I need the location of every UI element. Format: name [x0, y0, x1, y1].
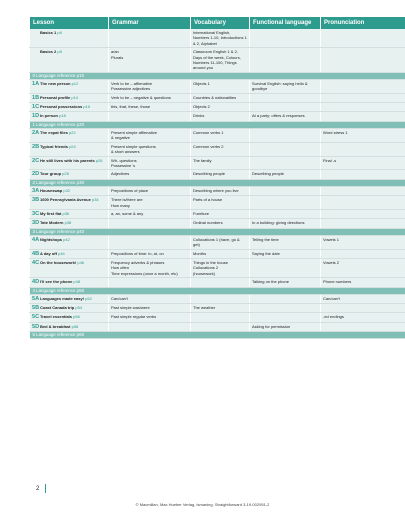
pronunciation-cell [321, 142, 405, 156]
lesson-cell [30, 313, 109, 322]
band-label: 2 Language reference p30 [30, 179, 405, 186]
header-lesson: Lesson [30, 17, 109, 29]
vocabulary-cell: Things in the house Collocations 2 (housework) [191, 258, 250, 277]
lesson-number: 4A [32, 236, 40, 243]
lesson-row [30, 112, 405, 121]
lesson-page: p38 [64, 220, 72, 226]
pronunciation-cell: Final -s [321, 156, 405, 170]
grammar-cell: Prepositions of time: in, at, on [109, 249, 191, 258]
lesson-page: p52 [85, 295, 92, 301]
functional-language-cell [250, 29, 321, 48]
pronunciation-cell: Vowels 2 [321, 258, 405, 277]
grammar-cell: There is/there are How many [109, 196, 191, 210]
grammar-cell: Verb to be – negative & questions [109, 93, 191, 102]
lesson-cell [30, 93, 109, 102]
lesson-page: p6 [57, 30, 62, 35]
vocabulary-cell: Describing people [191, 170, 250, 179]
grammar-cell: Present simple questions & short answers [109, 142, 191, 156]
pronunciation-cell: Phone numbers [321, 278, 405, 287]
header-functional-language: Functional language [250, 17, 321, 29]
lesson-row [30, 156, 405, 170]
lesson-cell [30, 170, 109, 179]
lesson-cell [30, 249, 109, 258]
lesson-cell [30, 112, 109, 121]
functional-language-cell: Asking for permission [250, 322, 321, 331]
lesson-cell [30, 235, 109, 249]
grammar-cell [109, 29, 191, 48]
lesson-number: 2D [32, 171, 40, 178]
functional-language-cell [250, 304, 321, 313]
pronunciation-cell [321, 219, 405, 228]
functional-language-cell: Describing people [250, 170, 321, 179]
vocabulary-cell: Describing where you live [191, 186, 250, 195]
functional-language-cell: Saying the date [250, 249, 321, 258]
vocabulary-cell: Ordinal numbers [191, 219, 250, 228]
lesson-row [30, 103, 405, 112]
lesson-title: My first flat [40, 210, 62, 216]
lesson-page: p22 [68, 129, 76, 135]
lesson-page: p24 [69, 143, 76, 149]
functional-language-cell [250, 48, 321, 73]
lesson-number: 5C [32, 314, 40, 321]
vocabulary-cell: Furniture [191, 209, 250, 218]
vocabulary-cell: Classroom English 1 & 2, Days of the week, Colours, Numbers 11-100, Things around you [191, 48, 250, 73]
lesson-page: p46 [77, 259, 85, 265]
lesson-cell [30, 128, 109, 142]
lesson-row [30, 29, 405, 48]
lesson-cell [30, 294, 109, 303]
lesson-cell [30, 156, 109, 170]
functional-language-cell: Survival English: saying hello & goodbye [250, 79, 321, 93]
pronunciation-cell [321, 304, 405, 313]
functional-language-cell [250, 93, 321, 102]
header-pronunciation: Pronunciation [321, 17, 405, 29]
lesson-cell [30, 258, 109, 277]
lesson-page: p8 [57, 49, 62, 55]
language-reference-band [30, 121, 405, 128]
lesson-row [30, 142, 405, 156]
band-label: 0 Language reference p10 [30, 72, 405, 79]
functional-language-cell [250, 128, 321, 142]
pronunciation-cell [321, 209, 405, 218]
lesson-number: 5D [32, 323, 40, 330]
lesson-title: 1600 Pennsylvania Avenue [40, 197, 91, 203]
page-number-bar [45, 484, 46, 493]
syllabus-table [29, 17, 405, 339]
lesson-title: The new person [40, 80, 71, 86]
vocabulary-cell [191, 313, 250, 322]
lesson-number: 5B [32, 305, 40, 311]
vocabulary-cell: Parts of a house [191, 196, 250, 210]
functional-language-cell [250, 156, 321, 170]
lesson-title: A day off [40, 250, 57, 256]
lesson-title: Travel essentials [40, 314, 73, 320]
lesson-number: 2A [32, 129, 40, 136]
vocabulary-cell: Common verbs 2 [191, 142, 250, 156]
pronunciation-cell: -ed endings [321, 313, 405, 322]
lesson-cell [30, 322, 109, 331]
pronunciation-cell: Vowels 1 [321, 235, 405, 249]
functional-language-cell: At a party: offers & responses [250, 112, 321, 121]
lesson-page: p36 [62, 210, 70, 216]
lesson-page: p12 [71, 80, 79, 86]
vocabulary-cell: Objects 1 [191, 79, 250, 93]
lesson-cell [30, 219, 109, 228]
grammar-cell [109, 322, 191, 331]
pronunciation-cell [321, 103, 405, 112]
functional-language-cell: Talking on the phone [250, 278, 321, 287]
grammar-cell: Prepositions of place [109, 186, 191, 195]
functional-language-cell [250, 142, 321, 156]
lesson-row [30, 79, 405, 93]
lesson-cell [30, 79, 109, 93]
functional-language-cell [250, 196, 321, 210]
grammar-cell [109, 112, 191, 121]
vocabulary-cell [191, 322, 250, 331]
lesson-cell [30, 278, 109, 287]
lesson-cell [30, 304, 109, 313]
lesson-row [30, 235, 405, 249]
lesson-title: Basics 2 [40, 49, 57, 55]
language-reference-band [30, 228, 405, 235]
lesson-title: Tour group [40, 171, 62, 177]
lesson-number: 1C [32, 104, 40, 111]
lesson-row [30, 304, 405, 313]
lesson-cell [30, 29, 109, 48]
functional-language-cell [250, 313, 321, 322]
grammar-cell: this, that, these, those [109, 103, 191, 112]
lesson-row [30, 48, 405, 73]
pronunciation-cell [321, 79, 405, 93]
lesson-number: 2C [32, 157, 40, 164]
lesson-title: Personal possessions [40, 104, 83, 110]
lesson-row [30, 128, 405, 142]
grammar-cell: Present simple affirmative & negative [109, 128, 191, 142]
lesson-number: 3D [32, 220, 40, 227]
grammar-cell: Verb to be – affirmative Possessive adjectives [109, 79, 191, 93]
lesson-row [30, 209, 405, 218]
language-reference-band [30, 72, 405, 79]
lesson-number: 2B [32, 143, 40, 150]
lesson-row [30, 219, 405, 228]
lesson-number: 4D [32, 279, 40, 286]
lesson-title: Nightshops [40, 236, 62, 242]
lesson-page: p32 [63, 187, 71, 193]
lesson-number: 3B [32, 197, 40, 204]
lesson-row [30, 170, 405, 179]
lesson-page: p48 [73, 279, 81, 285]
language-reference-band [30, 179, 405, 186]
lesson-page: p58 [71, 323, 79, 329]
header-vocabulary: Vocabulary [191, 17, 250, 29]
vocabulary-cell: International English, Numbers 1-10, Introductions 1 & 2, Alphabet [191, 29, 250, 48]
lesson-page: p14 [71, 94, 79, 100]
grammar-cell: Wh- questions Possessive 's [109, 156, 191, 170]
table-header-row [30, 17, 405, 29]
lesson-cell [30, 103, 109, 112]
vocabulary-cell: Drinks [191, 112, 250, 121]
lesson-row [30, 278, 405, 287]
functional-language-cell [250, 258, 321, 277]
lesson-title: In person [40, 113, 59, 119]
lesson-number: 1A [32, 80, 40, 87]
lesson-row [30, 294, 405, 303]
grammar-cell: Frequency adverbs & phrases How often Time expressions (once a month, etc) [109, 258, 191, 277]
lesson-title: The expat files [40, 129, 68, 135]
lesson-page: p26 [95, 157, 103, 163]
functional-language-cell [250, 186, 321, 195]
lesson-page: p56 [73, 314, 80, 320]
lesson-title: Houseswap [40, 187, 63, 193]
functional-language-cell: Telling the time [250, 235, 321, 249]
lesson-title: Typical friends [40, 143, 68, 149]
grammar-cell: Adjectives [109, 170, 191, 179]
lesson-cell [30, 48, 109, 73]
lesson-title: He still lives with his parents [40, 157, 95, 163]
lesson-page: p16 [83, 104, 91, 110]
lesson-title: Languages made easy! [40, 295, 85, 301]
band-label: 4 Language reference p50 [30, 287, 405, 294]
lesson-number: 3A [32, 187, 40, 194]
lesson-number: 4C [32, 259, 40, 266]
vocabulary-cell: Countries & nationalities [191, 93, 250, 102]
header-grammar: Grammar [109, 17, 191, 29]
lesson-page: p44 [58, 250, 65, 256]
lesson-page: p28 [62, 171, 69, 177]
lesson-title: Tate Modern [40, 220, 64, 226]
pronunciation-cell [321, 29, 405, 48]
lesson-cell [30, 209, 109, 218]
functional-language-cell: In a building: giving directions [250, 219, 321, 228]
functional-language-cell [250, 103, 321, 112]
vocabulary-cell [191, 294, 250, 303]
pronunciation-cell [321, 93, 405, 102]
page-number: 2 [36, 486, 40, 492]
lesson-row [30, 322, 405, 331]
lesson-cell [30, 186, 109, 195]
lesson-page: p18 [59, 113, 66, 119]
grammar-cell: Can/can't [109, 294, 191, 303]
lesson-row [30, 196, 405, 210]
syllabus-table-frame [29, 17, 405, 472]
band-label: 5 Language reference p60 [30, 332, 405, 339]
grammar-cell [109, 278, 191, 287]
pronunciation-cell [321, 322, 405, 331]
copyright-line: © Macmillan, Max Hueber Verlag, Ismaning. Straightforward 3-19-002951-2 [135, 502, 270, 507]
lesson-number: 1B [32, 94, 40, 101]
pronunciation-cell [321, 249, 405, 258]
grammar-cell: Past simple regular verbs [109, 313, 191, 322]
language-reference-band [30, 332, 405, 339]
functional-language-cell [250, 294, 321, 303]
lesson-number: 4B [32, 250, 40, 257]
lesson-title: Coast Canada trip [40, 305, 75, 310]
vocabulary-cell: Months [191, 249, 250, 258]
pronunciation-cell [321, 196, 405, 210]
lesson-title: On the housework! [40, 259, 77, 265]
lesson-title: I'll see the phone [40, 279, 73, 285]
functional-language-cell [250, 209, 321, 218]
grammar-cell: a/an Plurals [109, 48, 191, 73]
vocabulary-cell: Objects 2 [191, 103, 250, 112]
lesson-row [30, 249, 405, 258]
lesson-row [30, 186, 405, 195]
table-body [30, 29, 405, 339]
pronunciation-cell [321, 112, 405, 121]
lesson-row [30, 258, 405, 277]
lesson-title: Bed & breakfast [40, 323, 71, 329]
pronunciation-cell: Can/can't [321, 294, 405, 303]
pronunciation-cell [321, 186, 405, 195]
lesson-cell [30, 196, 109, 210]
pronunciation-cell: Word stress 1 [321, 128, 405, 142]
band-label: 1 Language reference p20 [30, 121, 405, 128]
lesson-title: Basics 1 [40, 30, 57, 35]
lesson-number: 3C [32, 210, 40, 217]
vocabulary-cell: Common verbs 1 [191, 128, 250, 142]
grammar-cell: Past simple was/were [109, 304, 191, 313]
lesson-page: p42 [63, 236, 70, 242]
grammar-cell: a, an, some & any [109, 209, 191, 218]
lesson-number: 1D [32, 113, 40, 120]
band-label: 3 Language reference p40 [30, 228, 405, 235]
lesson-page: p34 [91, 197, 99, 203]
grammar-cell [109, 235, 191, 249]
lesson-title: Personal profile [40, 94, 71, 100]
lesson-page: p54 [75, 305, 83, 310]
vocabulary-cell: The family [191, 156, 250, 170]
vocabulary-cell: The weather [191, 304, 250, 313]
pronunciation-cell [321, 170, 405, 179]
lesson-row [30, 313, 405, 322]
lesson-number: 5A [32, 295, 40, 302]
vocabulary-cell: Collocations 1 (have, go & get) [191, 235, 250, 249]
lesson-row [30, 93, 405, 102]
vocabulary-cell [191, 278, 250, 287]
language-reference-band [30, 287, 405, 294]
pronunciation-cell [321, 48, 405, 73]
grammar-cell [109, 219, 191, 228]
lesson-cell [30, 142, 109, 156]
